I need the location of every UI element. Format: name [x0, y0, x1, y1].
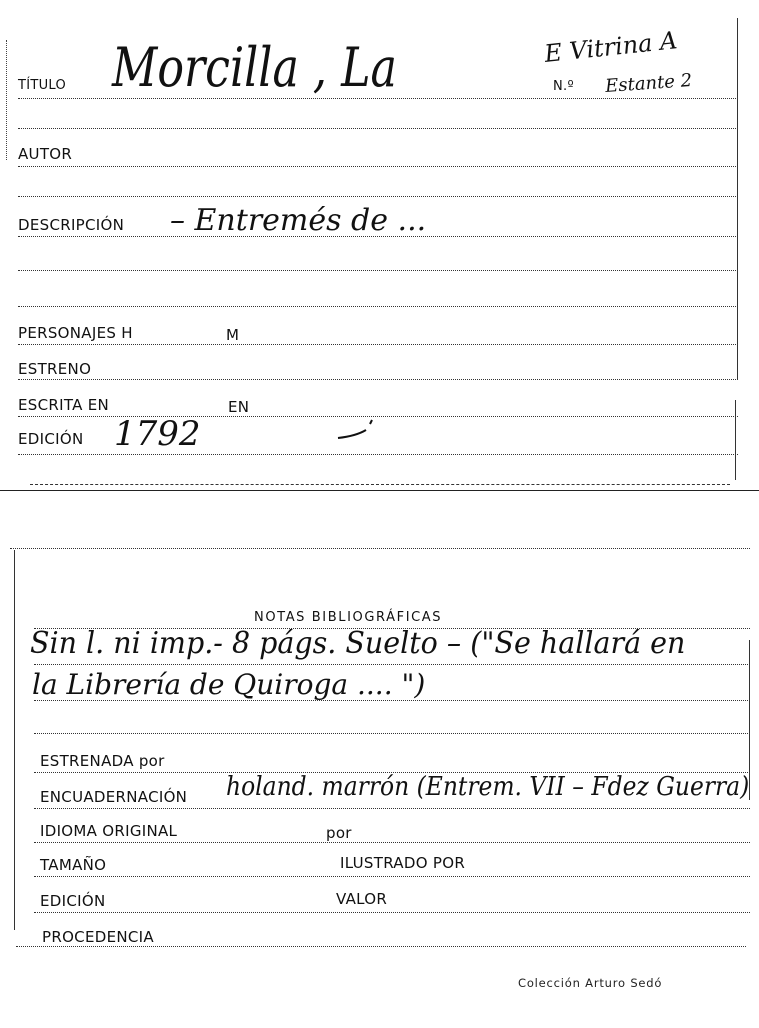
blank-line-4	[18, 306, 738, 307]
location-line2: Estante 2	[604, 69, 693, 97]
estreno-line	[18, 379, 738, 380]
valor-label: VALOR	[336, 890, 388, 908]
bottom-dash-line	[30, 484, 730, 485]
autor-line	[18, 166, 738, 167]
notas-line-c	[34, 733, 750, 734]
location-no-label: N.º	[553, 79, 574, 94]
notas-line-b	[34, 700, 750, 701]
notas-line2: la Librería de Quiroga .... ")	[32, 668, 426, 701]
blank-line-3	[18, 270, 738, 271]
idioma-line	[34, 842, 750, 843]
notas-line1: Sin l. ni imp.- 8 págs. Suelto – ("Se hallará en	[30, 626, 686, 661]
notas-line-a	[34, 664, 750, 665]
procedencia-line	[16, 946, 746, 947]
blank-line-1	[18, 128, 738, 129]
card-top-right-edge-lower	[735, 400, 736, 480]
personajes-m-label: M	[226, 326, 240, 344]
procedencia-label: PROCEDENCIA	[42, 928, 154, 946]
edicion-value: 1792	[114, 414, 201, 454]
encuadernacion-value: holand. marrón (Entrem. VII – Fdez Guerra)	[226, 772, 750, 802]
edicion2-line	[34, 912, 750, 913]
titulo-label: TÍTULO	[18, 78, 67, 93]
card-top-bottom-edge	[0, 490, 759, 491]
personajes-line	[18, 344, 738, 345]
notas-title: NOTAS BIBLIOGRÁFICAS	[254, 610, 443, 625]
ilustrado-label: ILUSTRADO POR	[340, 854, 466, 872]
personajes-label: PERSONAJES H	[18, 324, 133, 342]
blank-line-2	[18, 196, 738, 197]
titulo-value: Morcilla , La	[112, 36, 397, 99]
titulo-line	[18, 98, 738, 99]
idioma-label: IDIOMA ORIGINAL	[40, 822, 178, 840]
idioma-por-label: por	[326, 824, 352, 842]
card-bottom-top-edge	[10, 548, 750, 549]
descripcion-line	[18, 236, 738, 237]
descripcion-label: DESCRIPCIÓN	[18, 216, 125, 234]
descripcion-value: – Entremés de ...	[170, 203, 427, 238]
edicion-line	[18, 454, 738, 455]
edicion2-label: EDICIÓN	[40, 892, 106, 910]
card-bottom-left-edge	[14, 550, 15, 930]
estreno-label: ESTRENO	[18, 360, 92, 378]
tamano-label: TAMAÑO	[40, 856, 107, 874]
tamano-line	[34, 876, 750, 877]
card-top-left-edge	[6, 40, 7, 160]
estrenada-label: ESTRENADA por	[40, 752, 165, 770]
card-top-right-edge	[737, 18, 738, 380]
encuadernacion-label: ENCUADERNACIÓN	[40, 788, 188, 806]
escrita-en-label: EN	[228, 398, 250, 416]
encuadernacion-line	[34, 808, 750, 809]
escrita-label: ESCRITA EN	[18, 396, 110, 414]
autor-label: AUTOR	[18, 145, 73, 163]
dash-mark	[336, 418, 386, 442]
location-line1: E Vitrina A	[543, 26, 679, 68]
edicion-label: EDICIÓN	[18, 430, 84, 448]
collection-footer: Colección Arturo Sedó	[518, 976, 663, 990]
